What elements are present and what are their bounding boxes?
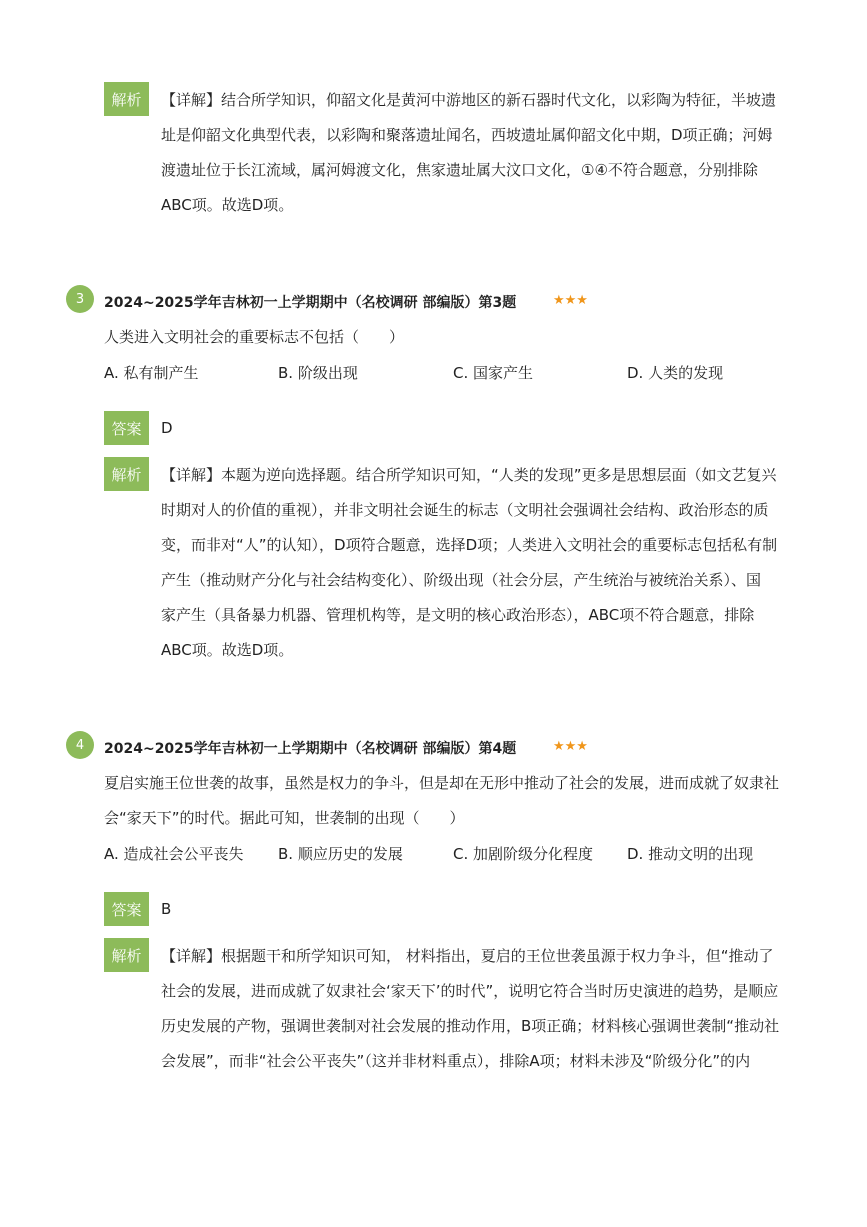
analysis-line: 会发展”，而非“社会公平丧失”（这并非材料重点），排除A项；材料未涉及“阶级分化”的内 — [161, 1052, 751, 1070]
option-c: C. 国家产生 — [453, 364, 534, 382]
analysis-line: 家产生（具备暴力机器、管理机构等，是文明的核心政治形态），ABC项不符合题意，排除 — [161, 606, 755, 624]
question-stem: 人类进入文明社会的重要标志不包括（ ） — [104, 328, 405, 346]
difficulty-stars: ★★★ — [553, 739, 588, 754]
question-number-badge: 4 — [66, 731, 94, 759]
option-b: B. 阶级出现 — [278, 364, 358, 382]
analysis-line: 【详解】本题为逆向选择题。结合所学知识可知，“人类的发现”更多是思想层面（如文艺复兴 — [161, 466, 777, 484]
analysis-tag: 解析 — [104, 82, 149, 116]
answer-value: B — [161, 900, 172, 918]
analysis-line: 变，而非对“人”的认知），D项符合题意，选择D项；人类进入文明社会的重要标志包括私有制 — [161, 536, 778, 554]
analysis-line: 产生（推动财产分化与社会结构变化）、阶级出现（社会分层，产生统治与被统治关系）、国 — [161, 571, 762, 589]
analysis-line: 社会的发展，进而成就了奴隶社会‘家天下’的时代”，说明它符合当时历史演进的趋势，是顺应 — [161, 982, 779, 1000]
answer-tag: 答案 — [104, 411, 149, 445]
question-stem: 夏启实施王位世袭的故事，虽然是权力的争斗，但是却在无形中推动了社会的发展，进而成就了奴隶社 — [104, 774, 780, 792]
option-c: C. 加剧阶级分化程度 — [453, 845, 594, 863]
option-d: D. 人类的发现 — [627, 364, 724, 382]
analysis-line: ABC项。故选D项。 — [161, 196, 294, 214]
analysis-line: ABC项。故选D项。 — [161, 641, 294, 659]
question-stem: 会“家天下”的时代。据此可知，世袭制的出现（ ） — [104, 809, 465, 827]
option-a: A. 造成社会公平丧失 — [104, 845, 244, 863]
option-b: B. 顺应历史的发展 — [278, 845, 403, 863]
analysis-tag: 解析 — [104, 938, 149, 972]
question-number-badge: 3 — [66, 285, 94, 313]
question-header: 2024~2025学年吉林初一上学期期中（名校调研 部编版）第4题 — [104, 741, 517, 757]
analysis-tag: 解析 — [104, 457, 149, 491]
answer-tag: 答案 — [104, 892, 149, 926]
analysis-line: 【详解】根据题干和所学知识可知， 材料指出，夏启的王位世袭虽源于权力争斗，但“推动了 — [161, 947, 774, 965]
analysis-line: 时期对人的价值的重视），并非文明社会诞生的标志（文明社会强调社会结构、政治形态的质 — [161, 501, 769, 519]
option-a: A. 私有制产生 — [104, 364, 199, 382]
analysis-line: 历史发展的产物，强调世袭制对社会发展的推动作用，B项正确；材料核心强调世袭制“推动社 — [161, 1017, 780, 1035]
analysis-line: 址是仰韶文化典型代表，以彩陶和聚落遗址闻名，西坡遗址属仰韶文化中期，D项正确；河姆 — [161, 126, 773, 144]
question-header: 2024~2025学年吉林初一上学期期中（名校调研 部编版）第3题 — [104, 295, 517, 311]
difficulty-stars: ★★★ — [553, 293, 588, 308]
answer-value: D — [161, 419, 173, 437]
analysis-line: 【详解】结合所学知识，仰韶文化是黄河中游地区的新石器时代文化，以彩陶为特征，半坡遗 — [161, 91, 777, 109]
analysis-line: 渡遗址位于长江流域，属河姆渡文化，焦家遗址属大汶口文化，①④不符合题意，分别排除 — [161, 161, 758, 179]
option-d: D. 推动文明的出现 — [627, 845, 754, 863]
